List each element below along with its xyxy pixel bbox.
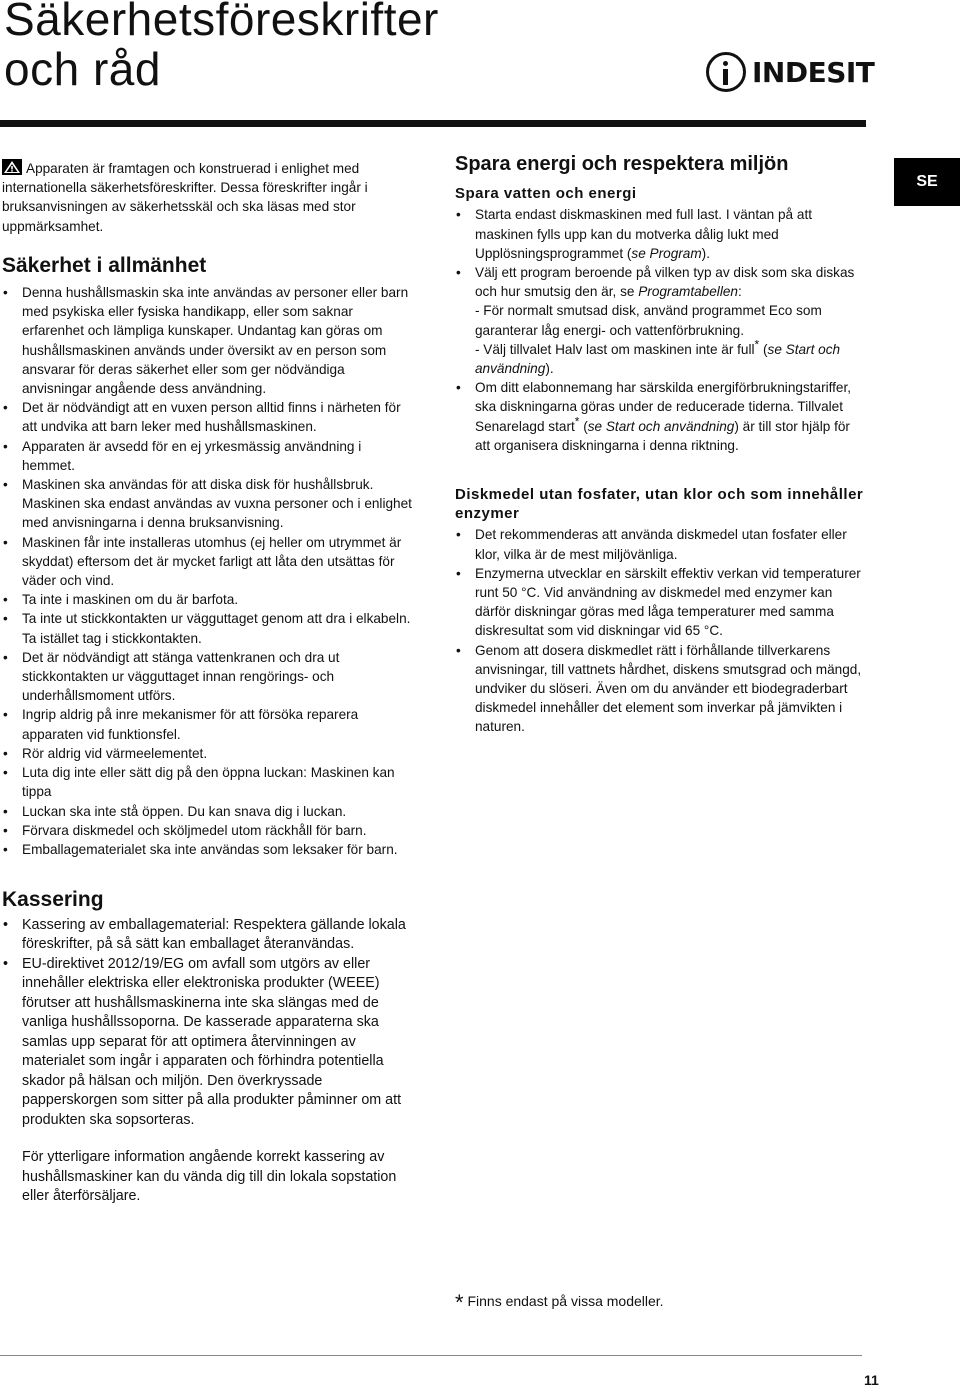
diskmedel-heading: Diskmedel utan fosfater, utan klor och som innehåller enzymer xyxy=(455,486,864,523)
list-item: • Genom att dosera diskmedlet rätt i förhållande tillverkarens anvisningar, till vattnets hårdhet, diskens smutsgrad och mängd, undviker du slöseri. Även om du använder ett biodegraderbart diskmedel innehåller det element som inverkar på jämvikten i naturen. xyxy=(455,641,867,737)
list-item: • Maskinen ska användas för att diska disk för hushållsbruk. Maskinen ska endast användas av vuxna personer och i enlighet med anvisningarna i denna bruksanvisning. xyxy=(2,475,416,533)
list-item: • Ingrip aldrig på inre mekanismer för att försöka reparera apparaten vid funktionsfel. xyxy=(2,705,416,743)
diskmedel-section xyxy=(455,485,867,737)
warning-icon xyxy=(2,159,22,175)
intro-paragraph: Apparaten är framtagen och konstruerad i enlighet med internationella säkerhetsföreskrifter. Dessa föreskrifter ingår i bruksanvisningen av säkerhetsskäl och ska läsas med stor uppmärksamhet. xyxy=(2,161,368,234)
list-item: • Ta inte ut stickkontakten ur vägguttaget genom att dra i elkabeln. Ta istället tag i stickkontakten. xyxy=(2,609,416,647)
list-item: • Luta dig inte eller sätt dig på den öppna luckan: Maskinen kan tippa xyxy=(2,763,416,801)
language-tab: SE xyxy=(894,158,960,206)
list-item: • Starta endast diskmaskinen med full last. I väntan på att maskinen fylls upp kan du motverka dålig lukt med Upplösningsprogrammet (se Program). xyxy=(455,205,867,263)
list-item: • Det är nödvändigt att en vuxen person alltid finns i närheten för att undvika att barn leker med hushållsmaskinen. xyxy=(2,398,416,436)
list-item: • Det rekommenderas att använda diskmedel utan fosfater eller klor, vilka är de mest miljövänliga. xyxy=(455,525,867,563)
list-item: • Maskinen får inte installeras utomhus (ej heller om utrymmet är skyddat) eftersom det är mycket farligt att låta den utsättas för väder och vind. xyxy=(2,533,416,591)
list-item: • Apparaten är avsedd för en ej yrkesmässig användning i hemmet. xyxy=(2,437,416,475)
sakerhet-heading: Säkerhet i allmänhet xyxy=(2,253,207,277)
list-item: • Välj ett program beroende på vilken typ av disk som ska diskas och hur smutsig den är, se Programtabellen: - För normalt smutsad disk, använd programmet Eco som garanterar låg energi- och vattenförbrukning. - Välj tillvalet Halv last om maskinen inte är full* (se Start och användning). xyxy=(455,263,867,378)
kassering-extra: För ytterligare information angående korrekt kassering av hushållsmaskiner kan du vända dig till din lokala sopstation eller återförsäljare. xyxy=(22,1149,397,1204)
list-item: • Om ditt elabonnemang har särskilda energiförbrukningstariffer, ska diskningarna göras under de reducerade tiderna. Tillvalet Senarelagd start* (se Start och användning) är till stor hjälp för att organisera diskningarna i denna riktning. xyxy=(455,378,867,455)
kassering-list xyxy=(2,916,414,1131)
logo-text: INDESIT xyxy=(752,55,875,89)
footer-rule xyxy=(0,1355,862,1356)
list-item: • Emballagematerialet ska inte användas som leksaker för barn. xyxy=(2,840,416,859)
kassering-section xyxy=(2,890,414,1207)
list-item: • Denna hushållsmaskin ska inte användas av personer eller barn med psykiska eller fysiska handikapp, eller som saknar erfarenhet och lämpliga kunskaper. Undantag kan göras om hushållsmaskinen används under översikt av en person som ansvarar för deras säkerhet eller som ger nödvändiga anvisningar angående dess användning. xyxy=(2,283,416,398)
list-item: • Kassering av emballagematerial: Respektera gällande lokala föreskrifter, på så sätt kan emballaget återanvändas. xyxy=(2,916,414,955)
spara-energi-heading: Spara energi och respektera miljön xyxy=(455,153,789,175)
indesit-logo xyxy=(706,50,874,94)
spara-list xyxy=(455,205,867,455)
diskmedel-list xyxy=(455,525,867,736)
list-item: • Ta inte i maskinen om du är barfota. xyxy=(2,590,416,609)
spara-vatten-heading: Spara vatten och energi xyxy=(455,185,637,203)
right-column xyxy=(455,155,867,737)
sakerhet-section xyxy=(2,253,416,859)
list-item: • Det är nödvändigt att stänga vattenkranen och dra ut stickkontakten ur vägguttaget innan rengörings- och underhållsmoment utförs. xyxy=(2,648,416,706)
footnote: * Finns endast på vissa modeller. xyxy=(455,1290,664,1315)
page-title: Säkerhetsföreskrifter och råd xyxy=(4,0,439,95)
sub-item: - För normalt smutsad disk, använd programmet Eco som garanterar låg energi- och vattenförbrukning. xyxy=(475,303,822,338)
left-column xyxy=(2,159,416,859)
list-item: • Rör aldrig vid värmeelementet. xyxy=(2,744,416,763)
page-number: 11 xyxy=(864,1372,879,1388)
list-item: • Luckan ska inte stå öppen. Du kan snava dig i luckan. xyxy=(2,802,416,821)
sub-item: - Välj tillvalet Halv last om maskinen inte är full* (se Start och användning). xyxy=(475,337,841,377)
list-item: • Förvara diskmedel och sköljmedel utom räckhåll för barn. xyxy=(2,821,416,840)
list-item: • EU-direktivet 2012/19/EG om avfall som utgörs av eller innehåller elektriska eller elektroniska produkter (WEEE) förutser att hushållsmaskinerna inte ska slängas med de vanliga hushållssoporna. De kasserade apparaterna ska samlas upp separat för att optimera återvinningen av materialet som ingår i apparaten och förhindra potentiella skador på hälsan och miljön. Den överkryssade papperskorgen som sitter på alla produkter påminner om att produkten ska sopsorteras. xyxy=(2,955,414,1131)
logo-i-icon xyxy=(706,52,746,92)
header-rule xyxy=(0,120,866,127)
list-item: • Enzymerna utvecklar en särskilt effektiv verkan vid temperaturer runt 50 °C. Vid användning av diskmedel med enzymer kan därför diskningar göras med låga temperaturer med samma diskresultat som vid diskningar vid 65 °C. xyxy=(455,564,867,641)
sakerhet-list xyxy=(2,283,416,859)
kassering-heading: Kassering xyxy=(2,888,104,911)
